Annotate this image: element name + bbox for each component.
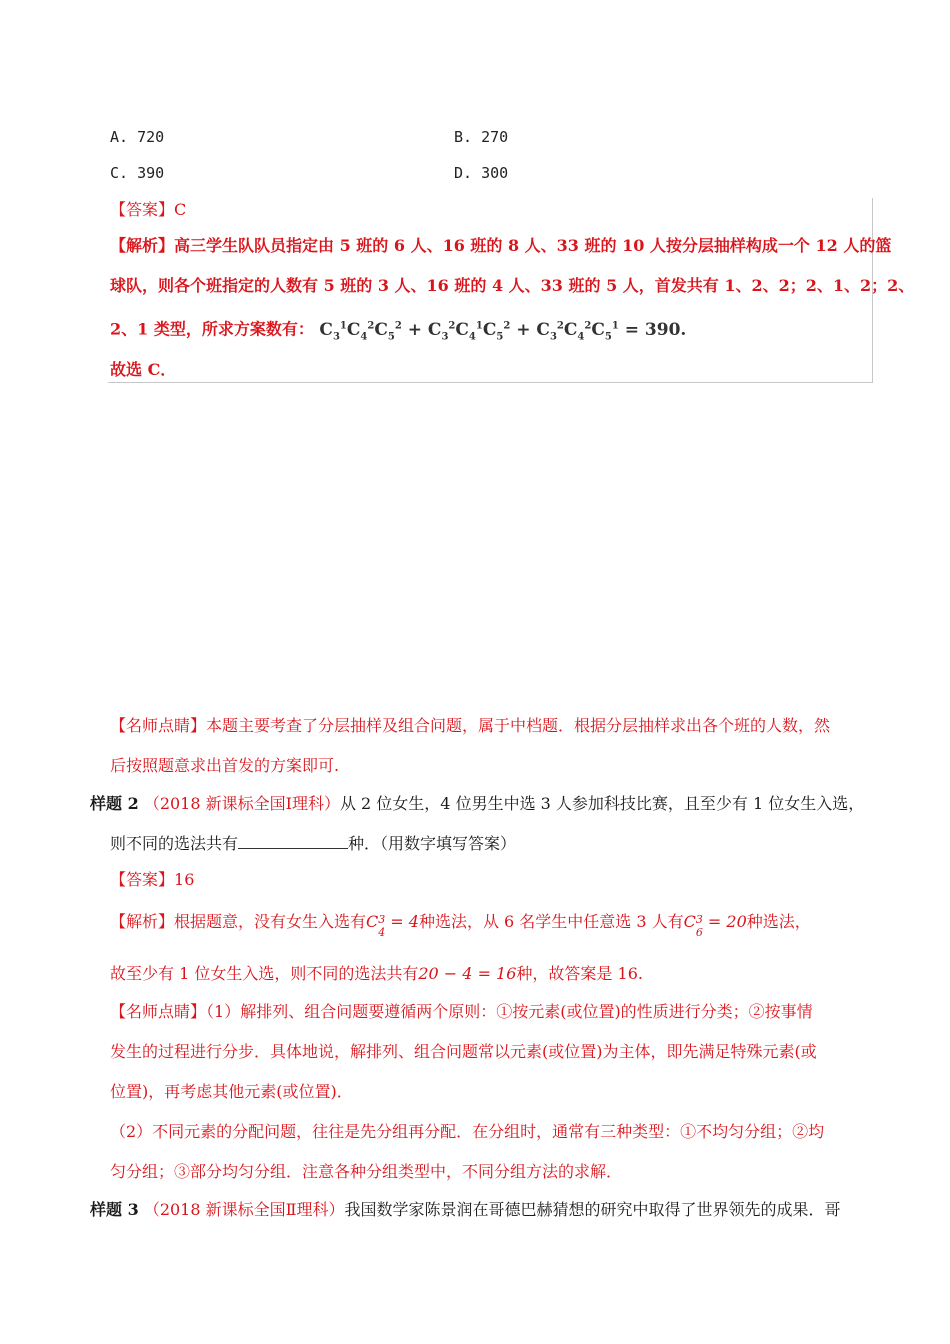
q3-source: （2018 新课标全国Ⅱ理科） <box>143 1200 345 1219</box>
q3-stem-line-1 <box>90 1200 841 1220</box>
analysis-line-2: 球队，则各个班指定的人数有 5 班的 3 人、16 班的 4 人、33 班的 5 人，首发共有 1、2、2；2、1、2；2、 <box>110 276 915 295</box>
answer-blank <box>238 834 348 849</box>
tip-line-2: 后按照题意求出首发的方案即可. <box>110 756 340 775</box>
q2-stem-text-1: 从 2 位女生，4 位男生中选 3 人参加科技比赛，且至少有 1 位女生入选， <box>339 794 865 813</box>
conclusion: 故选 C． <box>110 360 177 379</box>
q2-answer-tag: 【答案】 <box>110 870 175 889</box>
q2-analysis-2b: 种，故答案是 16. <box>516 964 643 983</box>
option-b: B. 270 <box>454 128 509 146</box>
q2-analysis-2a: 故至少有 1 位女生入选，则不同的选法共有 <box>110 964 419 983</box>
q2-tip-tag: 【名师点睛】 <box>110 1002 207 1021</box>
q2-tip-text-1: （1）解排列、组合问题要遵循两个原则：①按元素(或位置)的性质进行分类；②按事情 <box>206 1002 813 1021</box>
q2-analysis-line-1 <box>110 912 811 939</box>
q2-tip-line-2: 发生的过程进行分步．具体地说，解排列、组合问题常以元素(或位置)为主体，即先满足特殊元素(或 <box>110 1042 817 1061</box>
q2-tip-line-3: 位置)，再考虑其他元素(或位置)． <box>110 1082 353 1101</box>
q2-stem-prefix: 则不同的选法共有 <box>110 834 239 853</box>
q2-stem-line-1 <box>90 794 864 814</box>
q2-tip-line-5: 匀分组；③部分均匀分组．注意各种分组类型中，不同分组方法的求解． <box>110 1162 623 1181</box>
q2-answer-line <box>110 870 194 890</box>
option-c: C. 390 <box>110 164 165 182</box>
q2-analysis-tag: 【解析】 <box>110 912 175 931</box>
q2-analysis-b: 种选法，从 6 名学生中任意选 3 人有 <box>418 912 684 931</box>
formula-result: = 390 <box>624 319 681 340</box>
option-d: D. 300 <box>454 164 509 182</box>
answer-tag: 【答案】 <box>110 200 175 219</box>
math-c-6-3: C 3 6 = 20 <box>683 912 747 939</box>
q2-stem-suffix: 种．（用数字填写答案） <box>348 834 517 853</box>
option-a: A. 720 <box>110 128 165 146</box>
tip-text-1: 本题主要考查了分层抽样及组合问题，属于中档题．根据分层抽样求出各个班的人数，然 <box>206 716 831 735</box>
q2-tip-line-4: （2）不同元素的分配问题，往往是先分组再分配．在分组时，通常有三种类型：①不均匀分组；②均 <box>110 1122 825 1141</box>
q3-stem-text-1: 我国数学家陈景润在哥德巴赫猜想的研究中取得了世界领先的成果．哥 <box>344 1200 841 1219</box>
combination-formula: $C_3^1C_4^2C_5^2 + C_3^2C_4^1C_5^2 + C_3^2C_4^2C_5^1 = 390$. <box>319 319 687 343</box>
math-subtraction: 20 − 4 = 16 <box>418 964 517 983</box>
analysis-line-3 <box>110 316 686 347</box>
q3-label: 样题 3 <box>90 1200 139 1219</box>
q2-source: （2018 新课标全国Ⅰ理科） <box>143 794 340 813</box>
q2-analysis-a: 根据题意，没有女生入选有 <box>174 912 367 931</box>
tip-tag: 【名师点睛】 <box>110 716 207 735</box>
math-c-4-3: C 3 4 = 4 <box>366 912 419 939</box>
q2-answer-value: 16 <box>174 870 195 889</box>
q2-tip-line-1 <box>110 1002 813 1022</box>
analysis-text-3: 2、1 类型，所求方案数有： <box>110 319 314 339</box>
q2-stem-line-2 <box>110 834 516 854</box>
analysis-line-1 <box>110 236 891 256</box>
analysis-text-1: 高三学生队队员指定由 5 班的 6 人、16 班的 8 人、33 班的 10 人按分层抽样构成一个 12 人的篮 <box>174 236 892 255</box>
q2-analysis-c: 种选法， <box>746 912 811 931</box>
q2-analysis-line-2 <box>110 964 643 984</box>
analysis-tag: 【解析】 <box>110 236 175 255</box>
tip-line-1 <box>110 716 830 736</box>
q2-label: 样题 2 <box>90 794 139 813</box>
answer-value: C <box>174 200 187 219</box>
